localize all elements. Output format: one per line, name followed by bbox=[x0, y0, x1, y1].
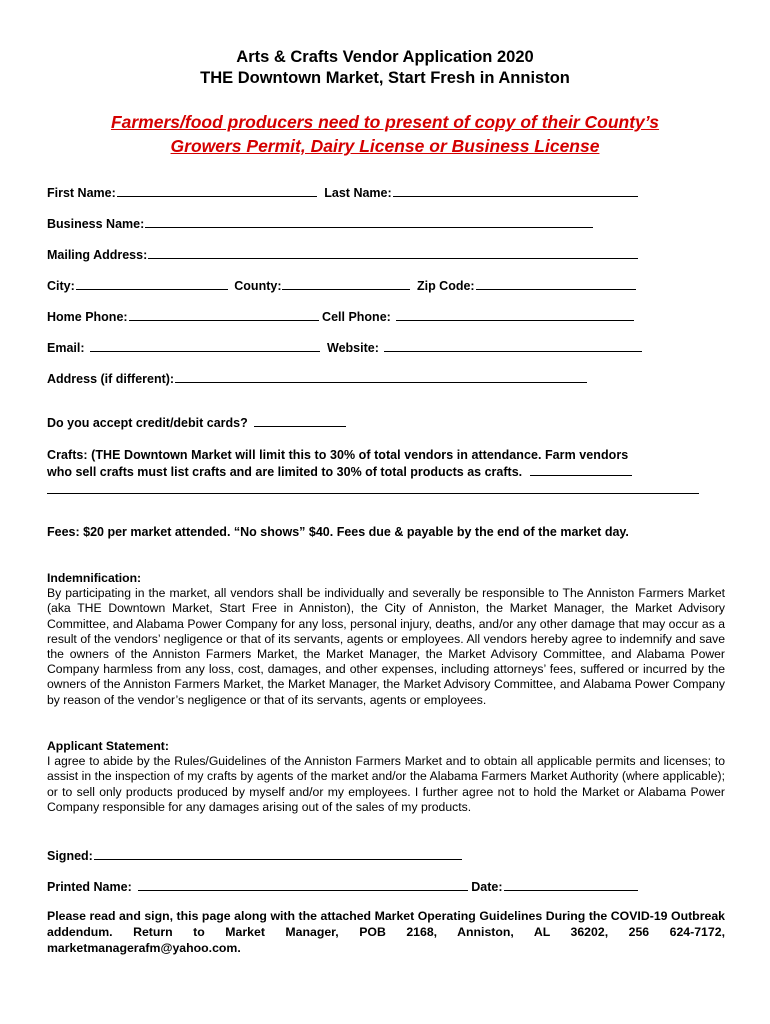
signed-label: Signed: bbox=[47, 849, 93, 863]
first-name-field[interactable] bbox=[117, 184, 317, 197]
zip-code-label: Zip Code: bbox=[416, 279, 475, 293]
fees-text: Fees: $20 per market attended. “No shows” $40. Fees due & payable by the end of the market day. bbox=[47, 525, 629, 539]
website-field[interactable] bbox=[384, 339, 642, 352]
last-name-field[interactable] bbox=[393, 184, 638, 197]
home-phone-label: Home Phone: bbox=[47, 310, 128, 324]
alt-address-label: Address (if different): bbox=[47, 372, 175, 386]
signed-row bbox=[47, 847, 462, 864]
form-subtitle: THE Downtown Market, Start Fresh in Anniston bbox=[200, 69, 570, 87]
license-notice-line1: Farmers/food producers need to present of copy of their County’s bbox=[110, 112, 660, 132]
website-label: Website: bbox=[327, 341, 379, 355]
name-row bbox=[47, 184, 638, 201]
signature-field[interactable] bbox=[94, 847, 462, 860]
county-field[interactable] bbox=[282, 277, 410, 290]
home-phone-field[interactable] bbox=[129, 308, 319, 321]
business-name-field[interactable] bbox=[145, 215, 593, 228]
form-title: Arts & Crafts Vendor Application 2020 bbox=[236, 48, 534, 66]
applicant-statement-body: I agree to abide by the Rules/Guidelines of the Anniston Farmers Market and to obtain all applicable permits and licenses; to assist in the inspection of my crafts by agents of the market and/or the Alabama Farmers Market Authority (where applicable); or to sell only products produced by myself and/or my employees. I further agree not to hold the Market or Alabama Power Company responsible for any damages arising out of the sales of my products. bbox=[47, 754, 725, 814]
phone-row bbox=[47, 308, 634, 325]
zip-code-field[interactable] bbox=[476, 277, 636, 290]
return-instructions: Please read and sign, this page along with the attached Market Operating Guidelines During the COVID-19 Outbreak addendum. Return to Market Manager, POB 2168, Anniston, AL 36202, 256 624-7172, marketmanagerafm@yahoo.com. bbox=[47, 909, 725, 955]
date-label: Date: bbox=[471, 880, 503, 894]
city-field[interactable] bbox=[76, 277, 228, 290]
cell-phone-label: Cell Phone: bbox=[322, 310, 391, 324]
crafts-row bbox=[47, 463, 632, 480]
applicant-statement-heading: Applicant Statement: bbox=[47, 739, 169, 753]
business-name-label: Business Name: bbox=[47, 217, 145, 231]
county-label: County: bbox=[234, 279, 282, 293]
applicant-statement-section bbox=[47, 739, 725, 815]
cell-phone-field[interactable] bbox=[396, 308, 634, 321]
indemnification-body: By participating in the market, all vendors shall be individually and severally be responsible to The Anniston Farmers Market (aka THE Downtown Market, Start Free in Anniston), the City of Anniston, the Market Manager, the Market Advisory Committee, and Alabama Power Company for any loss, personal injury, deaths, and/or any other damage that may occur as a result of the vendors’ negligence or that of its servants, agents or employees. All vendors hereby agree to indemnify and save the owners of the Anniston Farmers Market, the Market Manager, the Market Advisory Committee, and Alabama Power Company harmless from any loss, cost, damages, and other expenses, including attorneys’ fees, suffered or incurred by the owners of the Anniston Farmers Market, the Market Manager, the Market Advisory Committee, and Alabama Power Company by reason of the vendor’s negligence or that of its servants, agents or employees. bbox=[47, 586, 725, 707]
date-field[interactable] bbox=[504, 878, 638, 891]
alt-address-row bbox=[47, 370, 587, 387]
license-notice-line2: Growers Permit, Dairy License or Business License bbox=[170, 136, 600, 156]
crafts-line2: who sell crafts must list crafts and are limited to 30% of total products as crafts. bbox=[47, 465, 523, 479]
last-name-label: Last Name: bbox=[324, 186, 392, 200]
printed-name-label: Printed Name: bbox=[47, 880, 132, 894]
email-row bbox=[47, 339, 642, 356]
city-label: City: bbox=[47, 279, 75, 293]
credit-cards-row bbox=[47, 414, 346, 431]
city-row bbox=[47, 277, 636, 294]
email-label: Email: bbox=[47, 341, 85, 355]
indemnification-section bbox=[47, 571, 725, 708]
credit-cards-label: Do you accept credit/debit cards? bbox=[47, 416, 248, 430]
printed-name-field[interactable] bbox=[138, 878, 468, 891]
crafts-line1: Crafts: (THE Downtown Market will limit this to 30% of total vendors in attendance. Farm vendors bbox=[47, 448, 629, 462]
indemnification-heading: Indemnification: bbox=[47, 571, 142, 585]
crafts-field[interactable] bbox=[530, 463, 632, 476]
mailing-address-label: Mailing Address: bbox=[47, 248, 148, 262]
first-name-label: First Name: bbox=[47, 186, 116, 200]
crafts-extra-line[interactable] bbox=[47, 493, 699, 494]
email-field[interactable] bbox=[90, 339, 320, 352]
business-name-row bbox=[47, 215, 593, 232]
credit-cards-field[interactable] bbox=[254, 414, 346, 427]
alt-address-field[interactable] bbox=[175, 370, 587, 383]
printed-name-row bbox=[47, 878, 638, 895]
mailing-address-row bbox=[47, 246, 638, 263]
mailing-address-field[interactable] bbox=[148, 246, 638, 259]
